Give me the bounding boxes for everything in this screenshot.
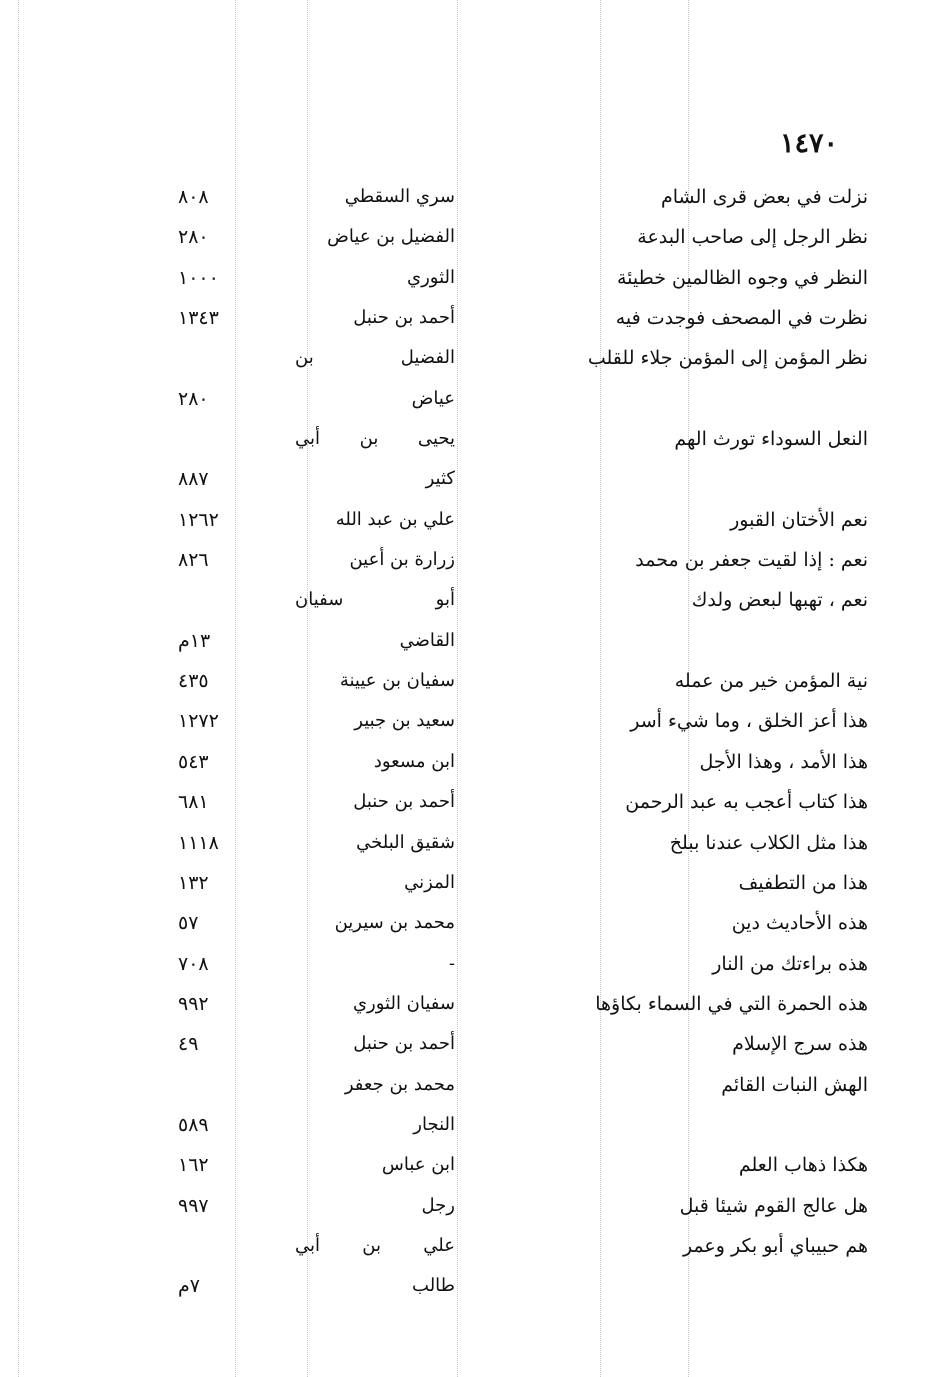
reference-number: ٥٤٣ [178, 750, 209, 773]
table-row [0, 624, 946, 664]
reference-number: ٤٩ [178, 1033, 199, 1056]
phrase-cell: نظر الرجل إلى صاحب البدعة [637, 226, 868, 249]
narrator-cell: علي بن عبد الله [335, 508, 455, 530]
phrase-cell: هذا كتاب أعجب به عبد الرحمن [625, 791, 868, 814]
narrator-cell: النجار [413, 1113, 455, 1135]
phrase-cell: هذا أعز الخلق ، وما شيء أسر [630, 710, 868, 733]
reference-number: ٢٨٠ [178, 387, 209, 410]
narrator-cell: رجل [421, 1194, 455, 1216]
table-row [0, 1068, 946, 1108]
phrase-cell: نعم الأختان القبور [730, 508, 868, 531]
phrase-cell: هذه سرج الإسلام [732, 1033, 868, 1056]
index-table [0, 180, 946, 1310]
reference-number: ١٦٢ [178, 1154, 209, 1177]
table-row [0, 301, 946, 341]
narrator-cell: سري السقطي [344, 186, 455, 207]
narrator-cell: كثير [425, 468, 455, 490]
narrator-cell: أحمد بن حنبل [353, 307, 455, 329]
narrator-cell: الفضيل بن عياض [327, 226, 455, 248]
reference-number: ٤٣٥ [178, 670, 209, 693]
table-row [0, 1189, 946, 1229]
narrator-cell: محمد بن جعفر [344, 1073, 455, 1095]
narrator-cell: القاضي [399, 629, 455, 651]
table-row [0, 462, 946, 502]
table-row [0, 583, 946, 623]
phrase-cell: النعل السوداء تورث الهم [674, 428, 868, 451]
narrator-cell: علي بن أبي [295, 1234, 455, 1256]
phrase-cell: هذا من التطفيف [738, 871, 868, 894]
phrase-cell: نعم : إذا لقيت جعفر بن محمد [635, 549, 868, 572]
phrase-cell: نزلت في بعض قرى الشام [660, 186, 868, 208]
reference-number: ٩٩٧ [178, 1194, 209, 1217]
phrase-cell: هم حبيباي أبو بكر وعمر [682, 1234, 868, 1257]
reference-number: ٧م [178, 1275, 200, 1298]
reference-number: ١٢٧٢ [178, 710, 219, 733]
reference-number: ١٢٦٢ [178, 508, 219, 531]
narrator-cell: أبو سفيان [295, 589, 455, 611]
narrator-cell: الفضيل بن [295, 347, 455, 369]
table-row [0, 422, 946, 462]
phrase-cell: هل عالج القوم شيئا قبل [679, 1194, 868, 1217]
reference-number: ١١١٨ [178, 831, 219, 854]
page-number: ١٤٧٠ [779, 128, 838, 159]
narrator-cell: سفيان الثوري [352, 992, 455, 1014]
phrase-cell: نية المؤمن خير من عمله [674, 670, 868, 693]
narrator-cell: أحمد بن حنبل [353, 791, 455, 813]
reference-number: ٨٠٨ [178, 186, 209, 208]
phrase-cell: نظر المؤمن إلى المؤمن جلاء للقلب [587, 347, 868, 370]
table-row [0, 543, 946, 583]
narrator-cell: أحمد بن حنبل [353, 1033, 455, 1055]
narrator-cell: زرارة بن أعين [349, 549, 455, 571]
narrator-cell: - [448, 952, 455, 974]
phrase-cell: هذا مثل الكلاب عندنا ببلخ [669, 831, 868, 854]
narrator-cell: شقيق البلخي [356, 831, 455, 853]
phrase-cell: هذه الحمرة التي في السماء بكاؤها [595, 992, 868, 1015]
table-row [0, 987, 946, 1027]
phrase-cell: النظر في وجوه الظالمين خطيئة [616, 266, 868, 289]
reference-number: ٦٨١ [178, 791, 209, 814]
reference-number: ١٠٠٠ [178, 266, 219, 289]
table-row [0, 745, 946, 785]
reference-number: ٢٨٠ [178, 226, 209, 249]
narrator-cell: المزني [404, 871, 455, 893]
reference-number: ٥٧ [178, 912, 199, 935]
phrase-cell: هذه الأحاديث دين [731, 912, 868, 935]
table-row [0, 1108, 946, 1148]
table-row [0, 382, 946, 422]
narrator-cell: طالب [412, 1275, 455, 1297]
table-row [0, 826, 946, 866]
table-row [0, 1229, 946, 1269]
reference-number: ١٣م [178, 629, 211, 652]
phrase-cell: هكذا ذهاب العلم [738, 1154, 868, 1177]
narrator-cell: الثوري [407, 266, 455, 288]
reference-number: ١٣٤٣ [178, 307, 219, 330]
phrase-cell: الهش النبات القائم [721, 1073, 868, 1096]
narrator-cell: عياض [411, 387, 455, 409]
table-row [0, 785, 946, 825]
reference-number: ٨٢٦ [178, 549, 209, 572]
table-row [0, 704, 946, 744]
table-row [0, 866, 946, 906]
phrase-cell: نظرت في المصحف فوجدت فيه [615, 307, 868, 330]
table-row [0, 906, 946, 946]
narrator-cell: سعيد بن جبير [354, 710, 455, 732]
phrase-cell: نعم ، تهبها لبعض ولدك [691, 589, 868, 612]
narrator-cell: يحيى بن أبي [295, 428, 455, 450]
reference-number: ٧٠٨ [178, 952, 209, 975]
phrase-cell: هذا الأمد ، وهذا الأجل [699, 750, 868, 773]
narrator-cell: ابن مسعود [373, 750, 455, 772]
narrator-cell: محمد بن سيرين [334, 912, 455, 934]
table-row [0, 341, 946, 381]
table-row [0, 261, 946, 301]
reference-number: ٨٨٧ [178, 468, 209, 491]
table-row [0, 1269, 946, 1309]
reference-number: ٥٨٩ [178, 1113, 209, 1136]
table-row [0, 503, 946, 543]
narrator-cell: ابن عباس [381, 1154, 455, 1176]
reference-number: ٩٩٢ [178, 992, 209, 1015]
table-row [0, 947, 946, 987]
narrator-cell: سفيان بن عيينة [339, 670, 455, 692]
table-row [0, 1027, 946, 1067]
table-row [0, 220, 946, 260]
table-row [0, 180, 946, 220]
reference-number: ١٣٢ [178, 871, 209, 894]
table-row [0, 664, 946, 704]
table-row [0, 1148, 946, 1188]
phrase-cell: هذه براءتك من النار [712, 952, 868, 975]
